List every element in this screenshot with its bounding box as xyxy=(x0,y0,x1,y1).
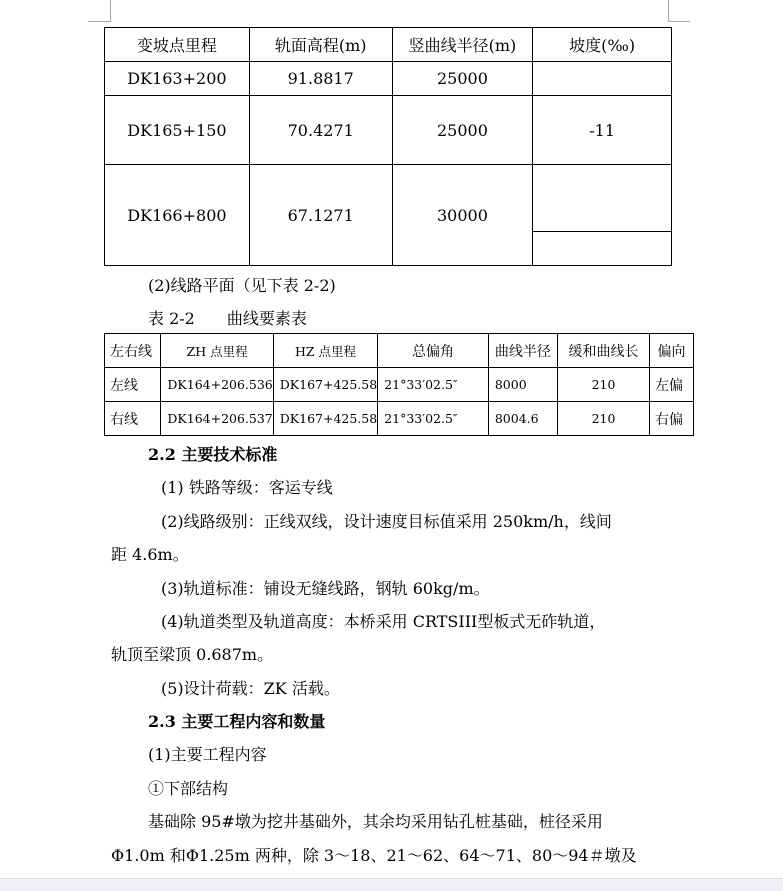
paragraph-track-standard: (3)轨道标准：铺设无缝线路，钢轨 60kg/m。 xyxy=(161,579,490,598)
curve-radius-cell: 8000 xyxy=(488,368,557,402)
vertical-curve-table xyxy=(104,27,672,266)
elevation-cell: 67.1271 xyxy=(249,165,392,266)
chainage-cell: DK163+200 xyxy=(105,62,250,96)
slope-cell-empty xyxy=(533,62,672,96)
chainage-cell: DK166+800 xyxy=(105,165,250,266)
elevation-cell: 91.8817 xyxy=(249,62,392,96)
table-header-row xyxy=(105,28,672,62)
zh-chainage-cell: DK164+206.536 xyxy=(161,368,273,402)
header-cell: 轨面高程(m) xyxy=(249,28,392,62)
paragraph-track-type-cont: 轨顶至梁顶 0.687m。 xyxy=(111,645,274,664)
paragraph-foundation-cont: Φ1.0m 和Φ1.25m 两种，除 3～18、21～62、64～71、80～94＃墩及 xyxy=(111,846,637,865)
radius-cell: 25000 xyxy=(392,62,533,96)
header-cell: 竖曲线半径(m) xyxy=(392,28,533,62)
paragraph-main-content: (1)主要工程内容 xyxy=(148,745,267,764)
slope-cell-empty xyxy=(533,165,672,232)
chainage-cell: DK165+150 xyxy=(105,96,250,165)
slope-value-cell: -11 xyxy=(533,96,672,165)
paragraph-line-class-cont: 距 4.6m。 xyxy=(111,545,189,564)
table-header-row xyxy=(105,334,694,368)
hz-chainage-cell: DK167+425.58 xyxy=(273,402,377,436)
header-cell: 左右线 xyxy=(105,334,161,368)
crop-mark-left-horizontal xyxy=(88,21,110,22)
line-side-cell: 左线 xyxy=(105,368,161,402)
table-row xyxy=(105,62,672,96)
header-cell: 坡度(‰) xyxy=(533,28,672,62)
deflection-angle-cell: 21°33′02.5″ xyxy=(378,402,489,436)
transition-length-cell: 210 xyxy=(558,368,650,402)
zh-chainage-cell: DK164+206.537 xyxy=(161,402,273,436)
table-caption: 表 2-2 曲线要素表 xyxy=(148,309,307,328)
header-cell: 变坡点里程 xyxy=(105,28,250,62)
deflection-angle-cell: 21°33′02.5″ xyxy=(378,368,489,402)
line-plan-text: (2)线路平面（见下表 2-2) xyxy=(148,276,336,295)
curve-radius-cell: 8004.6 xyxy=(488,402,557,436)
header-cell: 缓和曲线长 xyxy=(558,334,650,368)
elevation-cell: 70.4271 xyxy=(249,96,392,165)
radius-cell: 30000 xyxy=(392,165,533,266)
paragraph-foundation: 基础除 95#墩为挖井基础外，其余均采用钻孔桩基础，桩径采用 xyxy=(148,812,603,831)
paragraph-track-type: (4)轨道类型及轨道高度：本桥采用 CRTSIII型板式无砟轨道， xyxy=(161,612,606,631)
paragraph-railway-grade: (1) 铁路等级：客运专线 xyxy=(161,478,333,497)
crop-mark-left-vertical xyxy=(110,0,111,22)
section-heading-2-2: 2.2 主要技术标准 xyxy=(148,445,278,464)
header-cell: ZH 点里程 xyxy=(161,334,273,368)
hz-chainage-cell: DK167+425.58 xyxy=(273,368,377,402)
header-cell: 偏向 xyxy=(650,334,694,368)
line-side-cell: 右线 xyxy=(105,402,161,436)
header-cell: 曲线半径 xyxy=(488,334,557,368)
section-heading-2-3: 2.3 主要工程内容和数量 xyxy=(148,712,326,731)
header-cell: HZ 点里程 xyxy=(273,334,377,368)
radius-cell: 25000 xyxy=(392,96,533,165)
table-row xyxy=(105,402,694,436)
crop-mark-right-vertical xyxy=(668,0,669,22)
header-cell: 总偏角 xyxy=(378,334,489,368)
curve-elements-table xyxy=(104,333,694,436)
table-row xyxy=(105,368,694,402)
direction-cell: 右偏 xyxy=(650,402,694,436)
transition-length-cell: 210 xyxy=(558,402,650,436)
paragraph-line-class: (2)线路级别：正线双线，设计速度目标值采用 250km/h，线间 xyxy=(161,512,612,531)
paragraph-substructure: ①下部结构 xyxy=(148,779,229,798)
bottom-scroll-area xyxy=(0,878,783,891)
slope-cell-empty xyxy=(533,232,672,266)
paragraph-design-load: (5)设计荷载：ZK 活载。 xyxy=(161,679,340,698)
crop-mark-right-horizontal xyxy=(668,21,690,22)
direction-cell: 左偏 xyxy=(650,368,694,402)
